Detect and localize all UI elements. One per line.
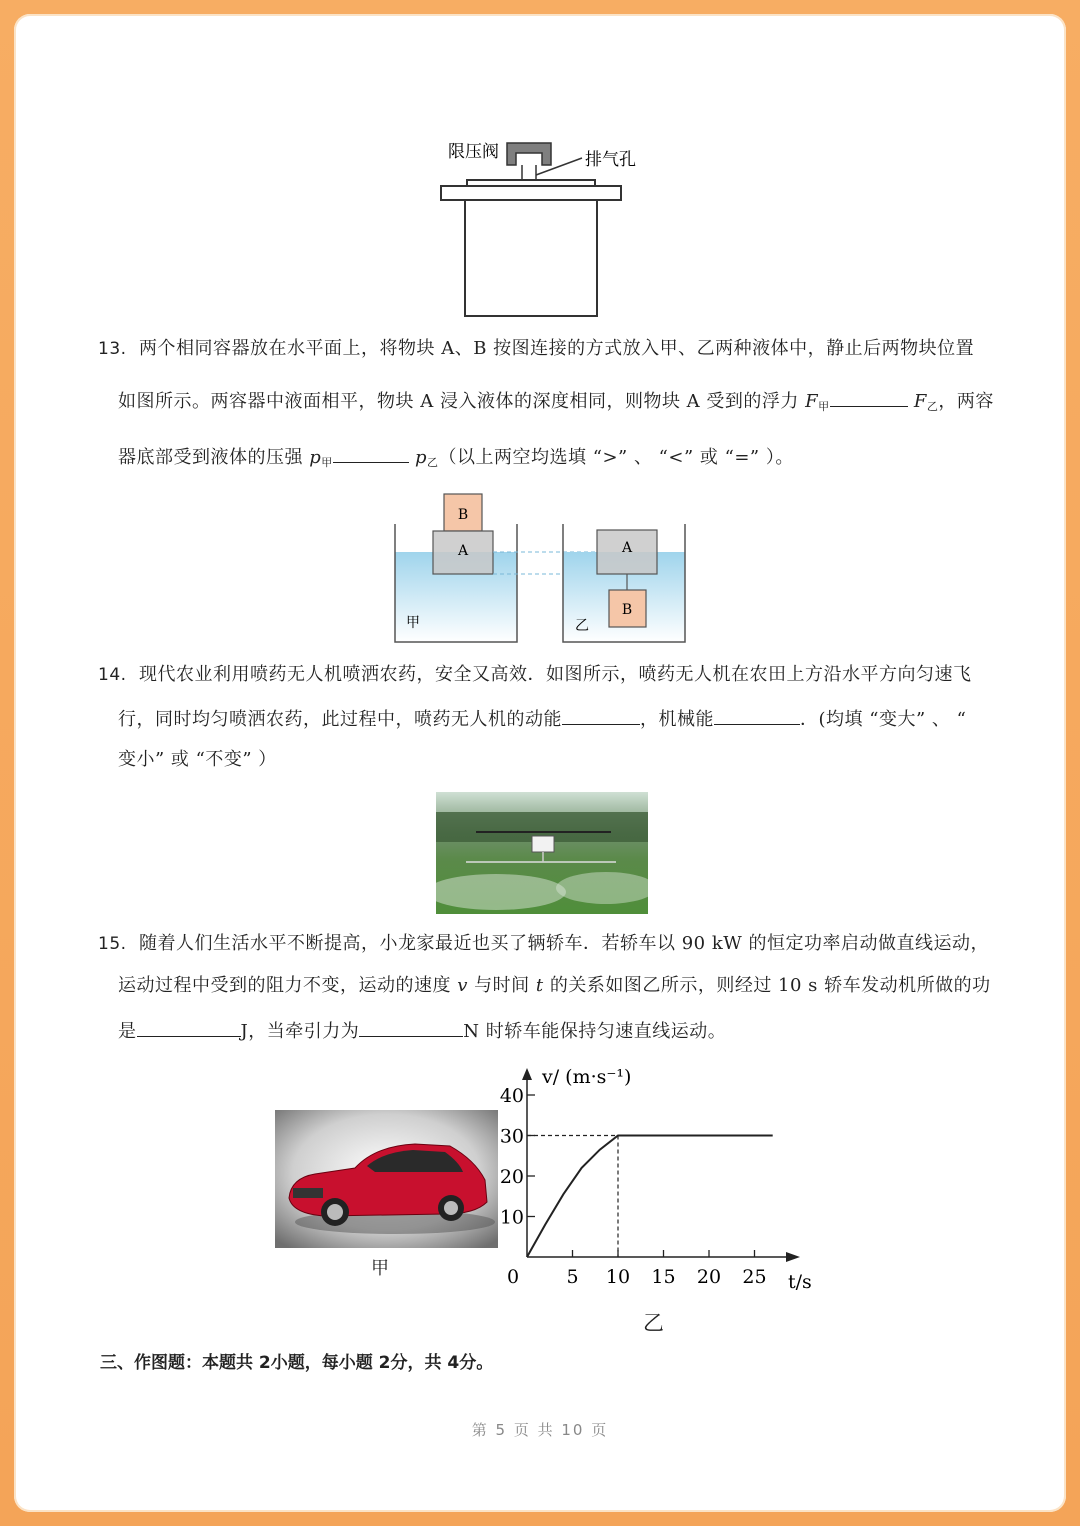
chart-label-yi: 乙 [643, 1311, 664, 1335]
q13-line2: 如图所示。两容器中液面相平，物块 A 浸入液体的深度相同，则物块 A 受到的浮力 $F_甲$ $F_乙$，两容 [118, 391, 994, 413]
label-yi: 乙 [575, 618, 589, 634]
x-axis-arrow [786, 1252, 800, 1262]
valve-shape [507, 143, 551, 165]
x-tick-label: 5 [566, 1266, 579, 1288]
svg-text:A: A [457, 543, 469, 559]
section-3-title: 三、作图题：本题共 2小题，每小题 2分，共 4分。 [100, 1353, 494, 1373]
q13-blank-2[interactable] [333, 446, 409, 463]
y-axis-arrow [522, 1068, 532, 1080]
q14-number: 14. [98, 665, 127, 685]
chart-series [527, 1136, 773, 1258]
label-hole: 排气孔 [585, 150, 636, 170]
drone-body [532, 836, 554, 852]
y-tick-label: 40 [499, 1085, 524, 1107]
q13-line1: 13. 两个相同容器放在水平面上，将物块 A、B 按图连接的方式放入甲、乙两种液体中，静止后两物块位置 [98, 338, 975, 359]
q15-line2: 运动过程中受到的阻力不变，运动的速度 v 与时间 t 的关系如图乙所示，则经过 10 s 轿车发动机所做的功 [118, 975, 991, 996]
x-tick-label: 0 [506, 1266, 520, 1288]
q13-line3: 器底部受到液体的压强 $p_甲$ $p_乙$（以上两空均选填 “>” 、 “<” 或 “=” ）。 [118, 447, 794, 469]
svg-text:B: B [457, 507, 469, 523]
chart-axes [522, 1068, 800, 1262]
q15-blank-1[interactable] [137, 1020, 241, 1037]
q15-line1: 15. 随着人们生活水平不断提高，小龙家最近也买了辆轿车．若轿车以 90 kW 的恒定功率启动做直线运动， [98, 933, 989, 954]
q14-line2: 行，同时均匀喷洒农药，此过程中，喷药无人机的动能 ，机械能 ．(均填 “变大” 、 “ [118, 709, 967, 730]
page-footer: 第 5 页 共 10 页 [471, 1421, 609, 1439]
q14-line3: 变小” 或 “不变” ） [118, 749, 277, 770]
pressure-cooker-figure [430, 135, 660, 320]
car-label-jia: 甲 [371, 1258, 389, 1279]
q15-blank-2[interactable] [359, 1020, 463, 1037]
label-jia: 甲 [406, 615, 420, 631]
y-tick-label: 10 [499, 1206, 524, 1229]
q14-blank-1[interactable] [562, 708, 640, 725]
q15-line3: 是 J，当牵引力为 N 时轿车能保持匀速直线运动。 [118, 1021, 727, 1042]
y-tick-label: 20 [499, 1166, 524, 1188]
svg-text:B: B [621, 602, 633, 618]
car-photo [275, 1110, 498, 1248]
x-tick-label: 10 [605, 1266, 631, 1288]
q15-number: 15. [98, 934, 127, 954]
x-tick-label: 25 [742, 1266, 767, 1288]
vt-chart [490, 1060, 820, 1290]
chart-x-label: t/s [788, 1271, 812, 1290]
q13-containers-figure [390, 490, 695, 650]
q13-blank-1[interactable] [830, 390, 908, 407]
velocity-curve [527, 1136, 773, 1258]
y-tick-label: 30 [499, 1125, 524, 1148]
x-tick-label: 20 [696, 1266, 722, 1288]
q13-number: 13. [98, 339, 127, 359]
drone-photo [436, 792, 648, 914]
x-tick-label: 15 [651, 1266, 676, 1288]
q14-line1: 14. 现代农业利用喷药无人机喷洒农药，安全又高效．如图所示，喷药无人机在农田上方沿水平方向匀速飞 [98, 664, 972, 685]
svg-text:A: A [621, 540, 633, 556]
label-valve: 限压阀 [448, 142, 499, 162]
chart-y-label: v/ (m·s⁻¹) [542, 1066, 632, 1088]
q14-blank-2[interactable] [714, 708, 800, 725]
